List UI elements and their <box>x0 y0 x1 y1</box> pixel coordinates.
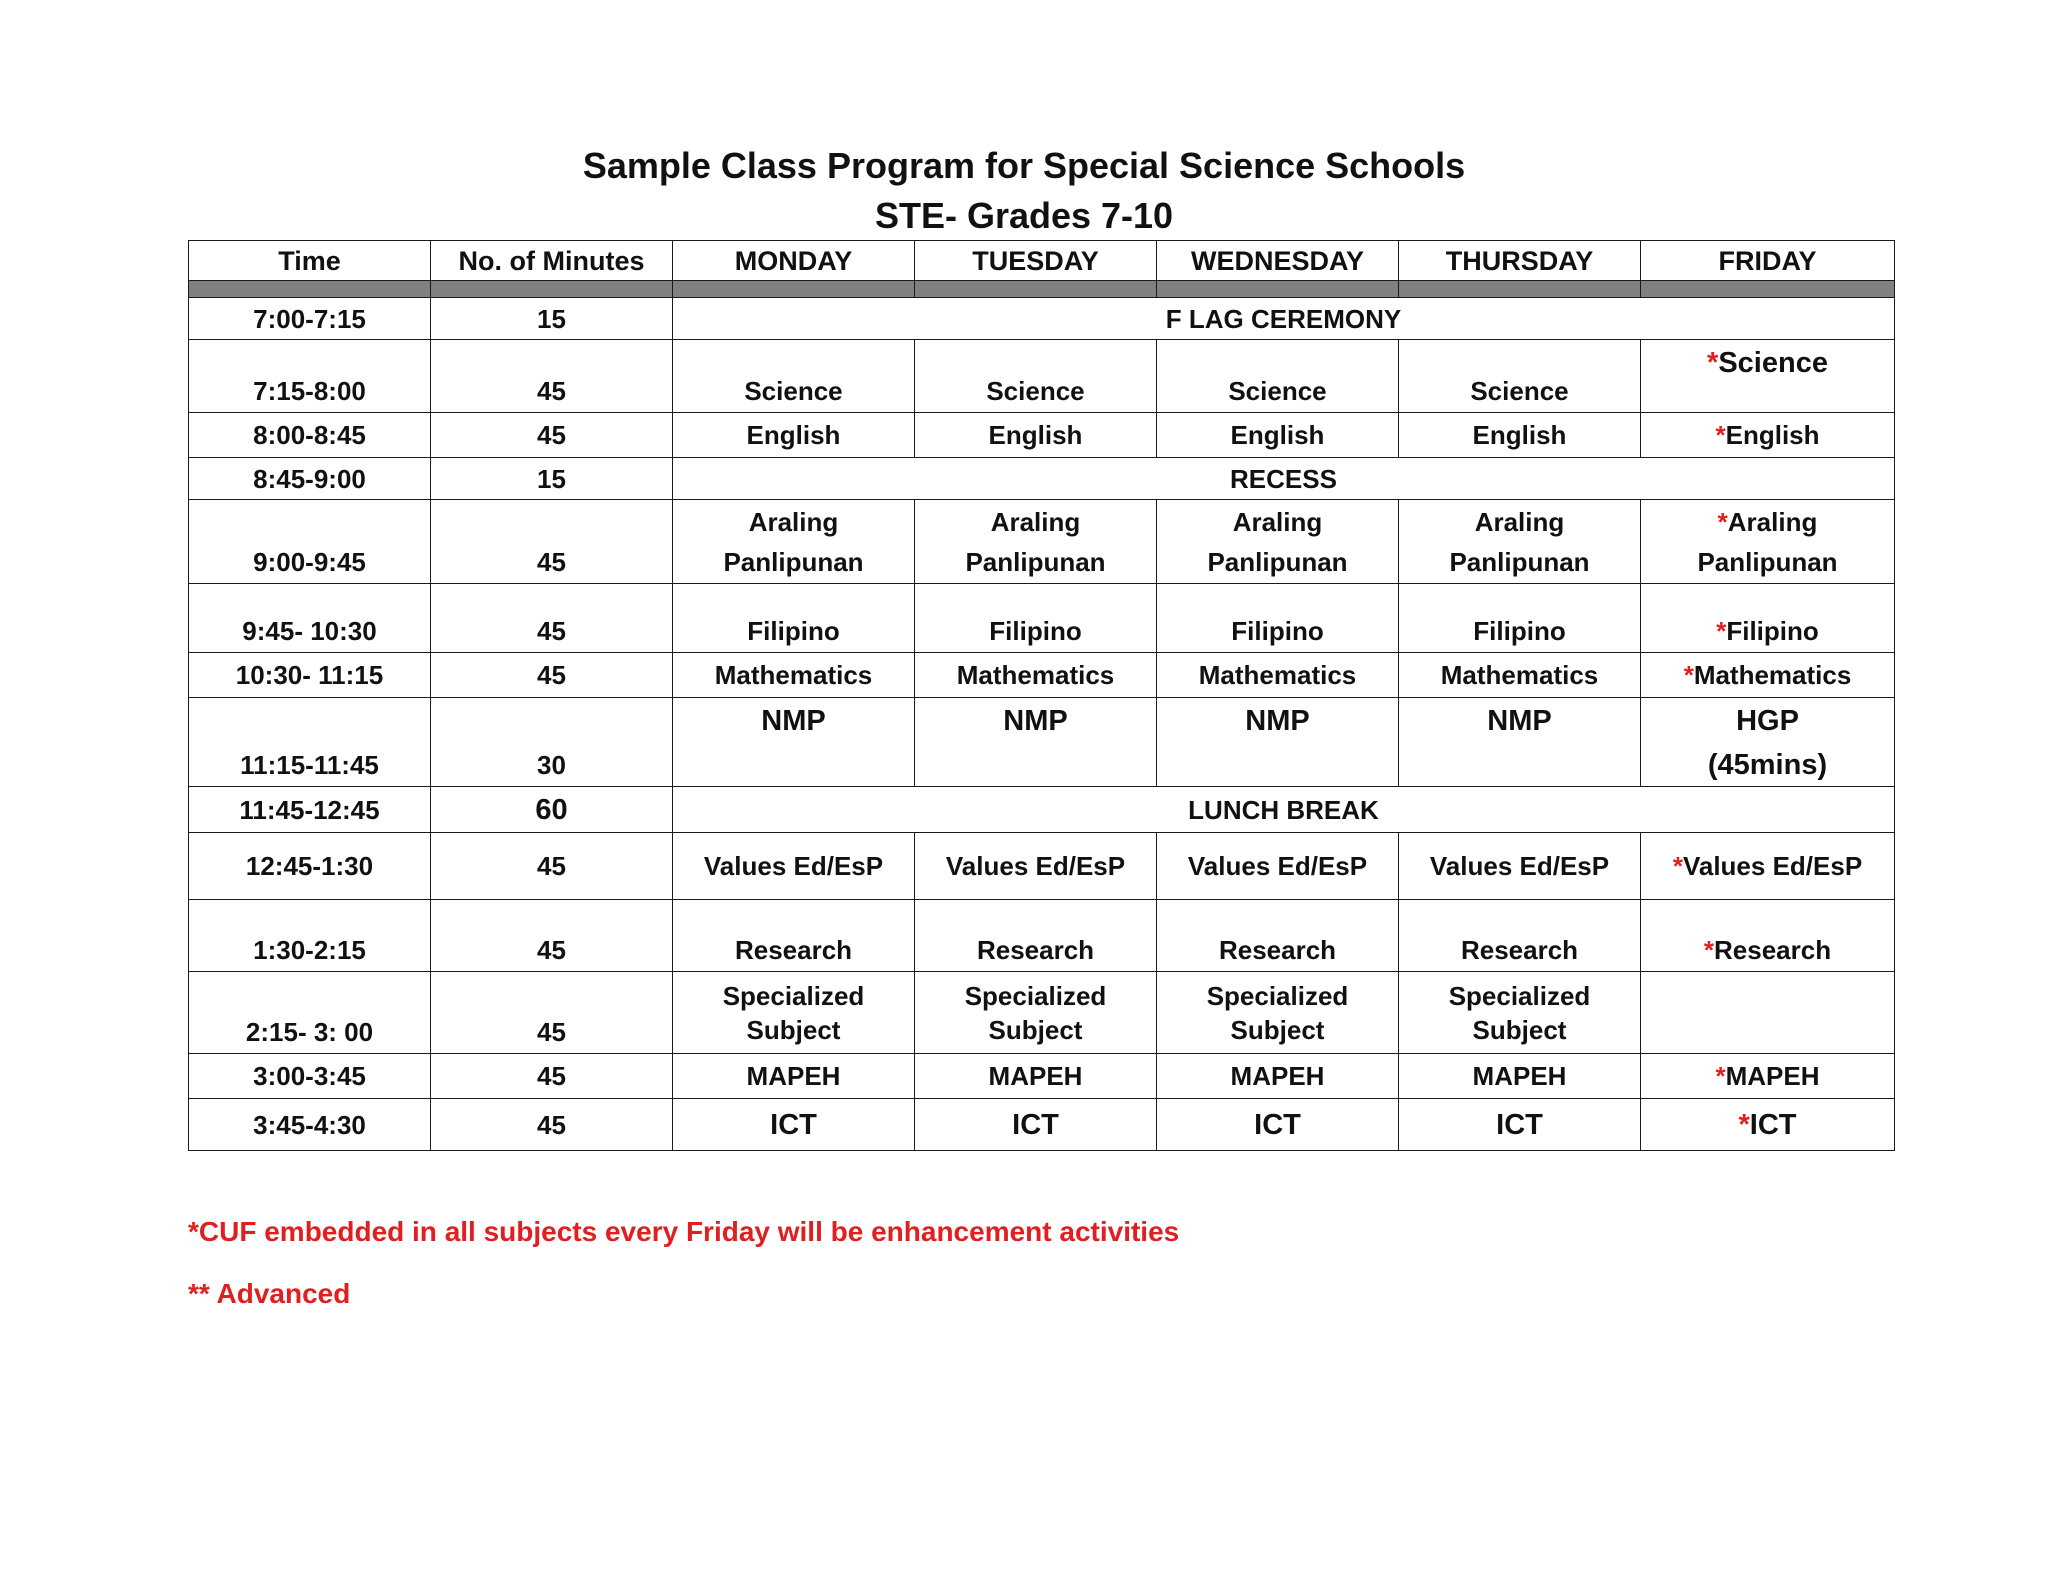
time-cell: 3:45-4:30 <box>189 1099 431 1151</box>
subject-cell: MAPEH <box>915 1054 1157 1099</box>
subject-cell: Araling Panlipunan <box>673 500 915 584</box>
table-header-row <box>189 241 1895 281</box>
asterisk-mark: * <box>1716 616 1727 646</box>
page-title: Sample Class Program for Special Science Schools <box>582 145 1466 186</box>
subject-cell: Values Ed/EsP <box>915 833 1157 900</box>
table-row <box>189 298 1895 340</box>
asterisk-mark: * <box>1683 660 1694 690</box>
table-row <box>189 833 1895 900</box>
time-cell: 12:45-1:30 <box>189 833 431 900</box>
minutes-cell: 45 <box>431 1099 673 1151</box>
subject-cell: Values Ed/EsP <box>1157 833 1399 900</box>
subject-cell: Research <box>1399 900 1641 972</box>
subject-cell: Science <box>915 340 1157 413</box>
subject-cell: Research <box>1157 900 1399 972</box>
time-cell: 8:00-8:45 <box>189 413 431 458</box>
table-row <box>189 413 1895 458</box>
table-row <box>189 653 1895 698</box>
subject-cell: ICT <box>1157 1099 1399 1151</box>
subject-cell: Filipino <box>1157 584 1399 653</box>
asterisk-mark: * <box>1707 347 1719 379</box>
minutes-cell: 45 <box>431 653 673 698</box>
header-band <box>189 281 1895 298</box>
subject-cell: Mathematics <box>1399 653 1641 698</box>
header-tuesday: TUESDAY <box>915 241 1157 281</box>
subject-cell: Mathematics <box>915 653 1157 698</box>
subject-cell: NMP <box>1157 698 1399 787</box>
span-cell: RECESS <box>673 458 1895 500</box>
table-row <box>189 787 1895 833</box>
table-row <box>189 900 1895 972</box>
header-minutes: No. of Minutes <box>431 241 673 281</box>
friday-cell: *Values Ed/EsP <box>1641 833 1895 900</box>
asterisk-mark: * <box>1703 935 1715 965</box>
subject-cell: Filipino <box>1399 584 1641 653</box>
table-row <box>189 1054 1895 1099</box>
subject-cell: Specialized Subject <box>1399 972 1641 1054</box>
subject-cell: Research <box>673 900 915 972</box>
subject-cell: Research <box>915 900 1157 972</box>
friday-cell: *Science <box>1641 340 1895 413</box>
asterisk-mark: * <box>1715 420 1726 450</box>
subject-cell: Science <box>673 340 915 413</box>
time-cell: 10:30- 11:15 <box>189 653 431 698</box>
time-cell: 11:15-11:45 <box>189 698 431 787</box>
subject-cell: Filipino <box>673 584 915 653</box>
asterisk-mark: * <box>1672 851 1683 881</box>
subject-cell: English <box>1157 413 1399 458</box>
subject-cell: Specialized Subject <box>1157 972 1399 1054</box>
time-cell: 2:15- 3: 00 <box>189 972 431 1054</box>
asterisk-mark: * <box>1717 506 1728 537</box>
subject-cell: ICT <box>673 1099 915 1151</box>
table-row <box>189 500 1895 584</box>
subject-cell: English <box>915 413 1157 458</box>
minutes-cell: 45 <box>431 833 673 900</box>
header-time: Time <box>189 241 431 281</box>
time-cell: 7:15-8:00 <box>189 340 431 413</box>
subject-cell: English <box>1399 413 1641 458</box>
time-cell: 11:45-12:45 <box>189 787 431 833</box>
header-wednesday: WEDNESDAY <box>1157 241 1399 281</box>
footnote-advanced: ** Advanced <box>188 1278 351 1309</box>
friday-cell: *Mathematics <box>1641 653 1895 698</box>
minutes-cell: 45 <box>431 413 673 458</box>
minutes-cell: 45 <box>431 900 673 972</box>
friday-cell: *MAPEH <box>1641 1054 1895 1099</box>
friday-cell: *Araling Panlipunan <box>1641 500 1895 584</box>
subject-cell: English <box>673 413 915 458</box>
header-monday: MONDAY <box>673 241 915 281</box>
subject-cell: ICT <box>915 1099 1157 1151</box>
minutes-cell: 45 <box>431 972 673 1054</box>
time-cell: 8:45-9:00 <box>189 458 431 500</box>
time-cell: 1:30-2:15 <box>189 900 431 972</box>
subject-cell: MAPEH <box>1157 1054 1399 1099</box>
minutes-cell: 45 <box>431 340 673 413</box>
minutes-cell: 45 <box>431 584 673 653</box>
span-cell: F LAG CEREMONY <box>673 298 1895 340</box>
table-row <box>189 584 1895 653</box>
subject-cell: Filipino <box>915 584 1157 653</box>
subject-cell: NMP <box>915 698 1157 787</box>
footnote-cuf: *CUF embedded in all subjects every Friday will be enhancement activities <box>188 1216 1180 1247</box>
table-row <box>189 1099 1895 1151</box>
header-thursday: THURSDAY <box>1399 241 1641 281</box>
subject-cell: Values Ed/EsP <box>673 833 915 900</box>
minutes-cell: 15 <box>431 458 673 500</box>
time-cell: 7:00-7:15 <box>189 298 431 340</box>
minutes-cell: 15 <box>431 298 673 340</box>
subject-cell: Science <box>1157 340 1399 413</box>
subject-cell: ICT <box>1399 1099 1641 1151</box>
subject-cell: MAPEH <box>673 1054 915 1099</box>
friday-cell: HGP (45mins) <box>1641 698 1895 787</box>
subject-cell: NMP <box>1399 698 1641 787</box>
span-cell: LUNCH BREAK <box>673 787 1895 833</box>
time-cell: 3:00-3:45 <box>189 1054 431 1099</box>
subject-cell: Araling Panlipunan <box>1399 500 1641 584</box>
subject-cell: MAPEH <box>1399 1054 1641 1099</box>
friday-cell: *ICT <box>1641 1099 1895 1151</box>
minutes-cell: 60 <box>431 787 673 833</box>
time-cell: 9:00-9:45 <box>189 500 431 584</box>
subject-cell: Mathematics <box>673 653 915 698</box>
subject-cell: Specialized Subject <box>673 972 915 1054</box>
minutes-cell: 45 <box>431 1054 673 1099</box>
friday-cell: *Research <box>1641 900 1895 972</box>
header-friday: FRIDAY <box>1641 241 1895 281</box>
asterisk-mark: * <box>1715 1061 1726 1091</box>
subject-cell: Araling Panlipunan <box>1157 500 1399 584</box>
table-row <box>189 458 1895 500</box>
subject-cell: Values Ed/EsP <box>1399 833 1641 900</box>
subject-cell: NMP <box>673 698 915 787</box>
table-row <box>189 340 1895 413</box>
minutes-cell: 45 <box>431 500 673 584</box>
subject-cell: Araling Panlipunan <box>915 500 1157 584</box>
friday-cell: *Filipino <box>1641 584 1895 653</box>
subject-cell: Science <box>1399 340 1641 413</box>
asterisk-mark: * <box>1738 1108 1750 1141</box>
class-schedule-table <box>188 240 1895 1151</box>
subject-cell: Mathematics <box>1157 653 1399 698</box>
time-cell: 9:45- 10:30 <box>189 584 431 653</box>
friday-cell: *English <box>1641 413 1895 458</box>
minutes-cell: 30 <box>431 698 673 787</box>
table-row <box>189 698 1895 787</box>
friday-cell <box>1641 972 1895 1054</box>
page-subtitle: STE- Grades 7-10 <box>874 195 1174 236</box>
subject-cell: Specialized Subject <box>915 972 1157 1054</box>
table-row <box>189 972 1895 1054</box>
